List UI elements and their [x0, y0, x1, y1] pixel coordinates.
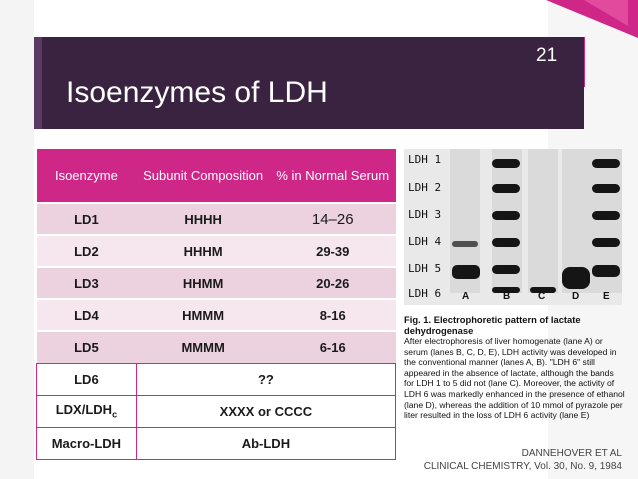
cell-isoenzyme: LD3	[37, 267, 137, 299]
lane-label: B	[503, 291, 511, 302]
table-row	[37, 203, 396, 235]
cell-isoenzyme: LD6	[37, 363, 137, 395]
band-label: LDH 3	[408, 208, 442, 221]
slide-number-divider	[584, 37, 585, 87]
cell-percent: 8-16	[270, 299, 396, 331]
band-label: LDH 2	[408, 181, 442, 194]
gel-band	[592, 159, 620, 168]
lane-label: D	[572, 291, 580, 302]
cell-subunit: HHHM	[136, 235, 270, 267]
slide-number: 21	[536, 45, 558, 66]
gel-band	[592, 238, 620, 247]
ldx-subscript: c	[112, 409, 118, 420]
isoenzyme-table	[36, 149, 396, 460]
gel-band	[492, 211, 520, 220]
cell-isoenzyme: LD2	[37, 235, 137, 267]
lane-label: C	[538, 291, 546, 302]
electrophoresis-gel-image	[404, 149, 622, 305]
gel-band	[492, 238, 520, 247]
cell-isoenzyme: LD1	[37, 203, 137, 235]
title-bar-accent	[34, 37, 42, 129]
table-row-extra	[37, 363, 396, 395]
cell-subunit: MMMM	[136, 331, 270, 363]
cell-isoenzyme: Macro-LDH	[37, 427, 137, 459]
band-label: LDH 5	[408, 262, 442, 275]
cell-isoenzyme: LD5	[37, 331, 137, 363]
cell-percent: 20-26	[270, 267, 396, 299]
citation-source: CLINICAL CHEMISTRY, Vol. 30, No. 9, 1984	[423, 461, 622, 472]
table-row	[37, 267, 396, 299]
cell-isoenzyme: LD4	[37, 299, 137, 331]
header-isoenzyme: Isoenzyme	[37, 149, 137, 203]
gel-band	[592, 265, 620, 277]
lane-label: E	[603, 291, 610, 302]
cell-percent: 29-39	[270, 235, 396, 267]
gel-band	[492, 184, 520, 193]
band-label: LDH 4	[408, 235, 442, 248]
band-label: LDH 6	[408, 287, 442, 300]
header-subunit-composition: Subunit Composition	[136, 149, 270, 203]
gel-band	[492, 159, 520, 168]
figure-caption-title: Fig. 1. Electrophoretic pattern of lactate dehydrogenase	[404, 314, 581, 336]
left-margin-panel	[0, 0, 34, 479]
lane-label: A	[462, 291, 470, 302]
cell-composition: ??	[136, 363, 395, 395]
cell-percent: 6-16	[270, 331, 396, 363]
cell-composition: XXXX or CCCC	[136, 395, 395, 427]
corner-accent-shape-inner	[584, 0, 628, 26]
gel-band	[592, 211, 620, 220]
table-row-extra	[37, 395, 396, 427]
gel-lane	[528, 149, 558, 293]
cell-subunit: HMMM	[136, 299, 270, 331]
cell-composition: Ab-LDH	[136, 427, 395, 459]
slide-title: Isoenzymes of LDH	[66, 76, 328, 109]
table-row	[37, 235, 396, 267]
gel-band	[452, 241, 478, 247]
table-header-row	[37, 149, 396, 203]
gel-band	[562, 267, 590, 289]
ldx-label: LDX/LDH	[55, 402, 113, 418]
citation-authors: DANNEHOVER ET AL	[521, 448, 622, 459]
cell-subunit: HHMM	[136, 267, 270, 299]
figure-caption-body: After electrophoresis of liver homogenate (lane A) or serum (lanes B, C, D, E), LDH activity was developed in the conventional manner (lanes A, B). "LDH 6" still appeared in the absence of lactate, although the bands for LDH 1 to 5 did not (lane C). Moreover, the activity of LDH 6 was markedly enhanced in the presence of ethanol (lane D), whereas the addition of 10 mmol of pyrazole per liter resulted in the loss of LDH 6 activity (lane E)	[404, 336, 625, 421]
citation	[424, 447, 622, 473]
table-row	[37, 299, 396, 331]
cell-isoenzyme	[37, 395, 137, 427]
figure-caption	[404, 314, 626, 421]
gel-band	[492, 265, 520, 274]
table-row	[37, 331, 396, 363]
header-percent-serum: % in Normal Serum	[270, 149, 396, 203]
gel-band	[592, 184, 620, 193]
band-label: LDH 1	[408, 153, 442, 166]
cell-percent: 14–26	[270, 203, 396, 235]
table-row-extra	[37, 427, 396, 459]
gel-band	[452, 265, 480, 279]
cell-subunit: HHHH	[136, 203, 270, 235]
